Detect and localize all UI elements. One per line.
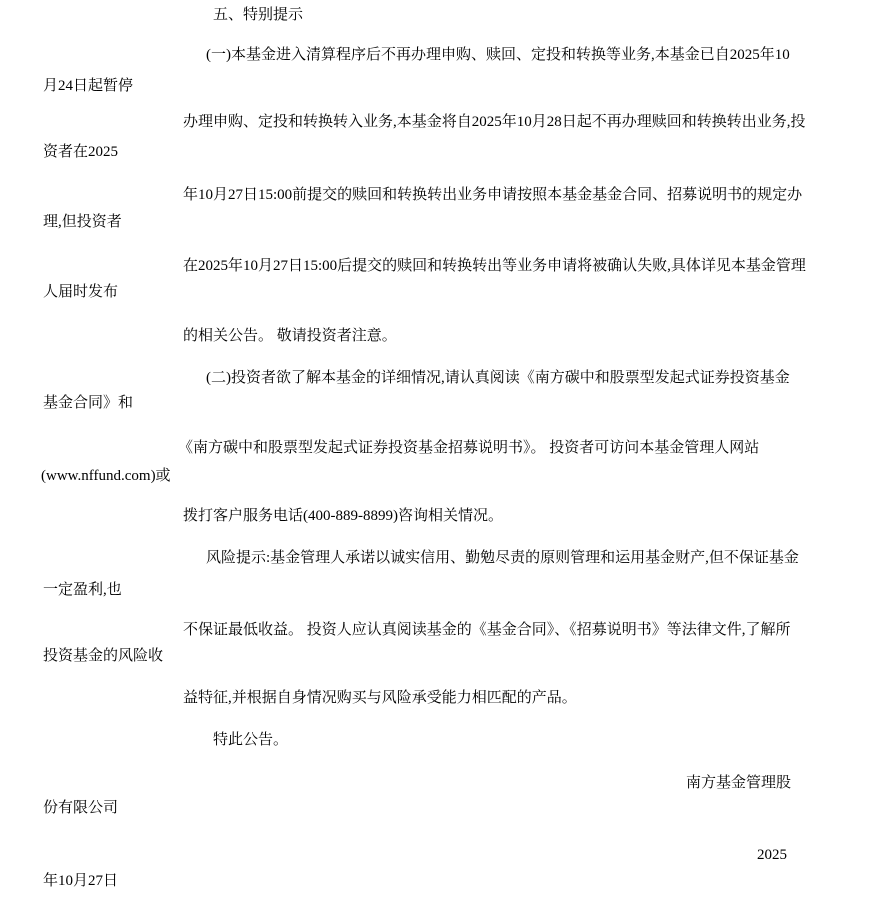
- text-line: 份有限公司: [43, 800, 119, 816]
- text-line: 益特征,并根据自身情况购买与风险承受能力相匹配的产品。: [183, 690, 577, 706]
- text-line: 年10月27日15:00前提交的赎回和转换转出业务申请按照本基金基金合同、招募说明书的规定办: [183, 187, 803, 203]
- text-line: 风险提示:基金管理人承诺以诚实信用、勤勉尽责的原则管理和运用基金财产,但不保证基金: [206, 550, 799, 566]
- text-line: 年10月27日: [43, 873, 119, 889]
- text-line: 人届时发布: [43, 284, 119, 300]
- text-line: 投资基金的风险收: [43, 648, 164, 664]
- text-line: (二)投资者欲了解本基金的详细情况,请认真阅读《南方碳中和股票型发起式证券投资基金: [206, 370, 790, 386]
- text-line: 2025: [757, 847, 787, 863]
- text-line: 理,但投资者: [43, 214, 122, 230]
- text-line: 一定盈利,也: [43, 582, 122, 598]
- text-line: 《南方碳中和股票型发起式证券投资基金招募说明书》。 投资者可访问本基金管理人网站: [178, 440, 760, 456]
- text-line: 五、特别提示: [213, 7, 304, 23]
- text-line: 在2025年10月27日15:00后提交的赎回和转换转出等业务申请将被确认失败,具体详见本基金管理: [183, 258, 806, 274]
- text-line: 办理申购、定投和转换转入业务,本基金将自2025年10月28日起不再办理赎回和转换转出业务,投: [183, 114, 806, 130]
- text-line: 拨打客户服务电话(400-889-8899)咨询相关情况。: [183, 508, 503, 524]
- text-line: 的相关公告。 敬请投资者注意。: [183, 328, 397, 344]
- text-line: (www.nffund.com)或: [41, 468, 171, 484]
- text-line: 月24日起暂停: [43, 78, 134, 94]
- text-line: 基金合同》和: [43, 395, 134, 411]
- text-line: 特此公告。: [213, 732, 289, 748]
- text-line: 南方基金管理股: [686, 775, 792, 791]
- text-line: (一)本基金进入清算程序后不再办理申购、赎回、定投和转换等业务,本基金已自2025年10: [206, 47, 790, 63]
- text-line: 不保证最低收益。 投资人应认真阅读基金的《基金合同》、《招募说明书》等法律文件,了解所: [183, 622, 791, 638]
- text-line: 资者在2025: [43, 144, 119, 160]
